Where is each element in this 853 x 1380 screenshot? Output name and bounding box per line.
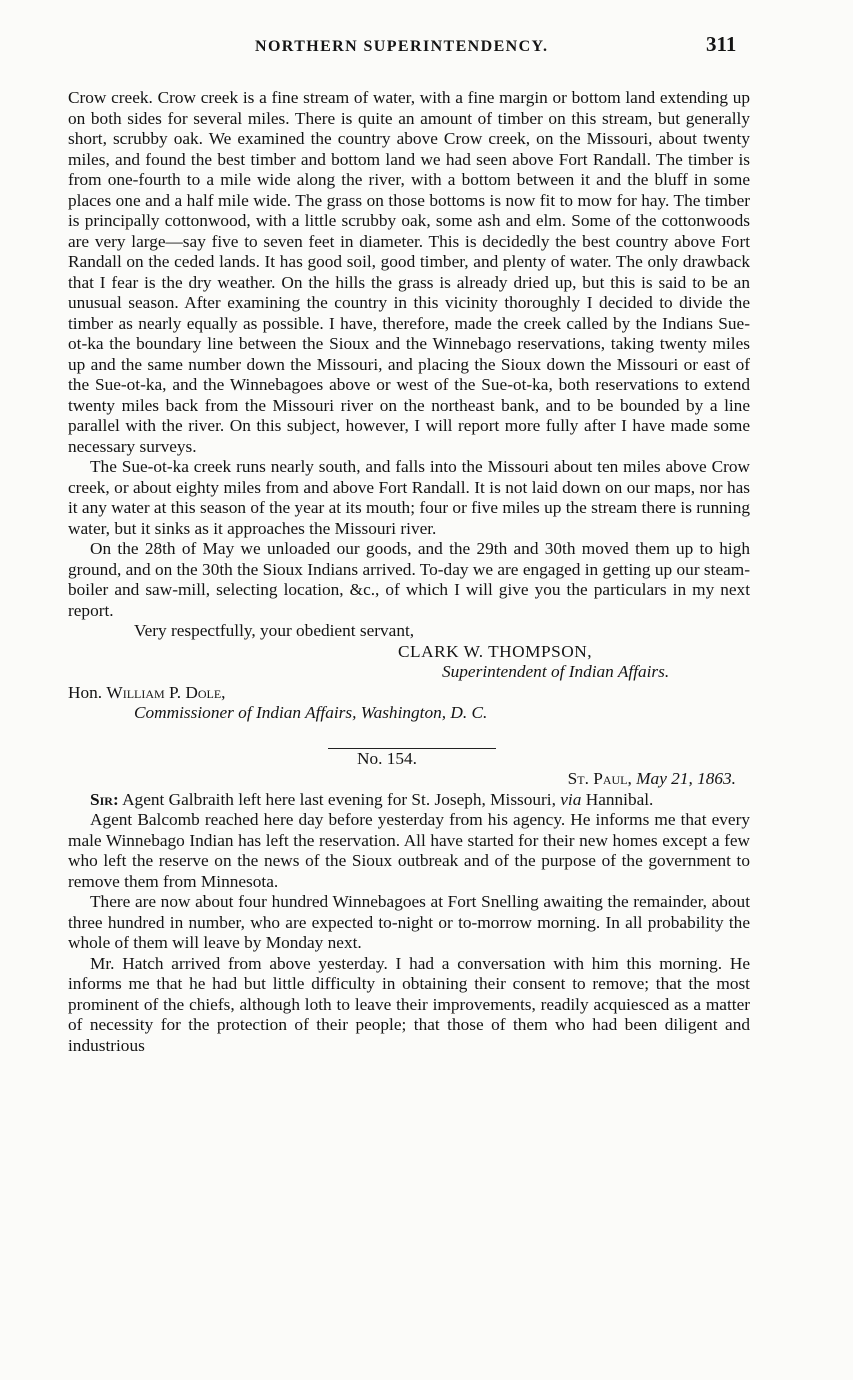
addressee-title: Commissioner of Indian Affairs, Washington, D. C. <box>134 703 488 722</box>
complimentary-close: Very respectfully, your obedient servant, <box>134 621 415 640</box>
letter-two-paragraph-4: Mr. Hatch arrived from above yesterday. I had a conversation with him this morning. He informs me that he had but little difficulty in obtaining their consent to remove; that the most prominent of the chiefs, although loth to leave their improvements, readily acquiesced as a matter of necessity for the protection of their people; that those of them who had been diligent and industrious <box>68 953 750 1055</box>
letter-one-paragraph-2: The Sue-ot-ka creek runs nearly south, and falls into the Missouri about ten miles above Crow creek, or about eighty miles from and above Fort Randall. It is not laid down on our maps, nor has it any water at this season of the year at its mouth; four or five miles up the stream there is running water, but it sinks as it approaches the Missouri river. <box>68 457 750 538</box>
letter-two-paragraph-1 <box>68 790 750 811</box>
dateline <box>68 769 750 790</box>
dateline-place: St. Paul, <box>567 769 637 788</box>
signature-name: CLARK W. THOMPSON, <box>398 641 593 661</box>
salutation: Sir: <box>90 789 119 809</box>
letter-two-paragraph-3: There are now about four hundred Winnebagoes at Fort Snelling awaiting the remainder, about three hundred in number, who are expected to-night or to-morrow morning. In all probability the whole of them will leave by Monday next. <box>68 892 750 952</box>
running-title: NORTHERN SUPERINTENDENCY. <box>255 38 549 55</box>
paragraph-1-text: Agent Galbraith left here last evening for St. Joseph, Missouri, <box>118 789 561 809</box>
paragraph-1-end: Hannibal. <box>581 789 654 809</box>
paragraph-1-via: via <box>560 789 582 809</box>
dateline-date: May 21, 1863. <box>636 769 736 788</box>
body-text <box>68 88 750 1056</box>
addressee-prefix: Hon. <box>68 682 107 702</box>
addressee <box>68 683 750 704</box>
letter-two-paragraph-2: Agent Balcomb reached here day before yesterday from his agency. He informs me that every male Winnebago Indian has left the reservation. All have started for their new homes except a few who left the reserve on the news of the Sioux outbreak and of the purpose of the government to remove them from Minnesota. <box>68 810 750 891</box>
addressee-name: William P. Dole, <box>106 682 226 702</box>
signature-title: Superintendent of Indian Affairs. <box>442 662 670 681</box>
letter-one-paragraph-3: On the 28th of May we unloaded our goods, and the 29th and 30th moved them up to high ground, and on the 30th the Sioux Indians arrived. To-day we are engaged in getting up our steam-boiler and saw-mill, selecting location, &c., of which I will give you the particulars in my next report. <box>68 539 750 620</box>
letter-number: No. 154. <box>356 748 417 768</box>
letter-one-paragraph-1: Crow creek. Crow creek is a fine stream of water, with a fine margin or bottom land extending up on both sides for several miles. There is quite an amount of timber on this stream, but generally short, scrubby oak. We examined the country above Crow creek, on the Missouri, about twenty miles, and found the best timber and bottom land we had seen above Fort Randall. The timber is from one-fourth to a mile wide along the river, with a bottom between it and the bluff in some places one and a half mile wide. The grass on those bottoms is now fit to mow for hay. The timber is principally cottonwood, with a little scrubby oak, some ash and elm. Some of the cottonwoods are very large—say five to seven feet in diameter. This is decidedly the best country above Fort Randall on the ceded lands. It has good soil, good timber, and plenty of water. The only drawback that I fear is the dry weather. On the hills the grass is already dried up, but this is said to be an unusual season. After examining the country in this vicinity thoroughly I decided to divide the timber as nearly equally as possible. I have, therefore, made the creek called by the Indians Sue-ot-ka the boundary line between the Sioux and the Winnebago reservations, taking twenty miles up and the same number down the Missouri, and placing the Sioux down the Missouri or east of the Sue-ot-ka, and the Winnebagoes above or west of the Sue-ot-ka, both reservations to extend twenty miles back from the Missouri river on the northeast bank, and to be bounded by a line parallel with the river. On this subject, however, I will report more fully after I have made some necessary surveys. <box>68 88 750 456</box>
running-head <box>0 30 853 64</box>
page-number: 311 <box>706 32 737 56</box>
